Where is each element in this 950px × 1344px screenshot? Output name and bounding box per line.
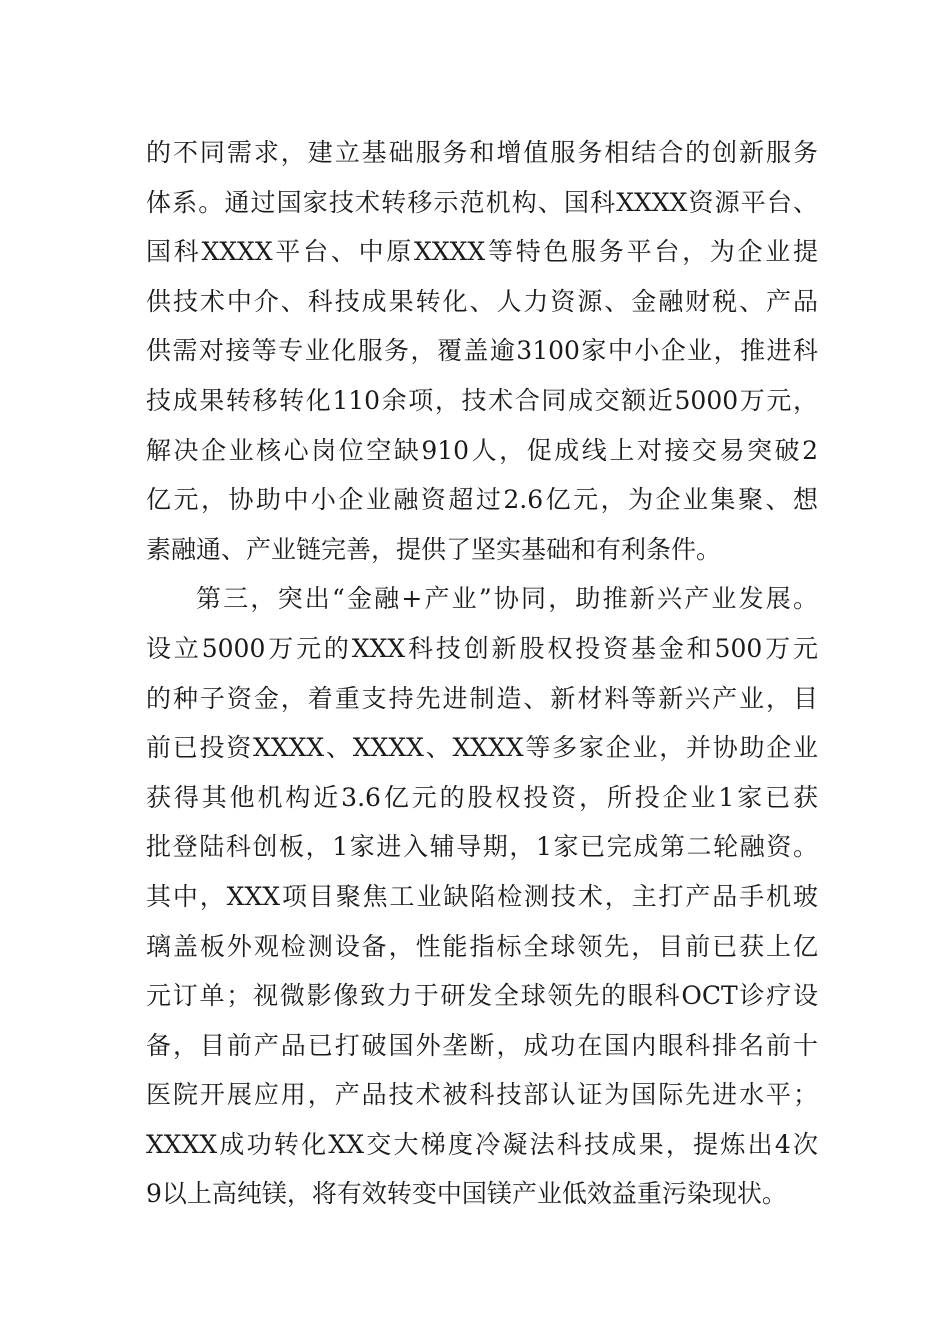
paragraph-line: 获得其他机构近3.6亿元的股权投资，所投企业1家已获: [146, 782, 818, 812]
paragraph-line: 技成果转移转化110余项，技术合同成交额近5000万元，: [146, 385, 818, 415]
paragraph-line: 璃盖板外观检测设备，性能指标全球领先，目前已获上亿: [146, 931, 818, 961]
paragraph-line: 备，目前产品已打破国外垄断，成功在国内眼科排名前十: [146, 1030, 818, 1060]
paragraph-line: 其中，XXX项目聚焦工业缺陷检测技术，主打产品手机玻: [146, 881, 818, 911]
paragraph-line: 素融通、产业链完善，提供了坚实基础和有利条件。: [146, 534, 722, 564]
paragraph-line: 解决企业核心岗位空缺910人，促成线上对接交易突破2: [146, 435, 818, 465]
paragraph-line: XXXX成功转化XX交大梯度冷凝法科技成果，提炼出4次: [146, 1129, 818, 1159]
paragraph-line: 的种子资金，着重支持先进制造、新材料等新兴产业，目: [146, 683, 818, 713]
paragraph-heading-line: 第三，突出“金融+产业”协同，助推新兴产业发展。: [196, 584, 818, 614]
paragraph-line: 国科XXXX平台、中原XXXX等特色服务平台，为企业提: [146, 237, 818, 267]
paragraph-line: 体系。通过国家技术转移示范机构、国科XXXX资源平台、: [146, 187, 818, 217]
paragraph-line: 的不同需求，建立基础服务和增值服务相结合的创新服务: [146, 138, 818, 167]
paragraph-line: 元订单；视微影像致力于研发全球领先的眼科OCT诊疗设: [146, 981, 818, 1011]
paragraph-line: 批登陆科创板，1家进入辅导期，1家已完成第二轮融资。: [146, 832, 818, 862]
paragraph-line: 供技术中介、科技成果转化、人力资源、金融财税、产品: [146, 286, 818, 316]
paragraph-line: 前已投资XXXX、XXXX、XXXX等多家企业，并协助企业: [146, 733, 818, 763]
paragraph-line: 9以上高纯镁，将有效转变中国镁产业低效益重污染现状。: [146, 1179, 787, 1209]
paragraph-line: 医院开展应用，产品技术被科技部认证为国际先进水平；: [146, 1080, 818, 1110]
paragraph-line: 设立5000万元的XXX科技创新股权投资基金和500万元: [146, 633, 818, 663]
document-body: [146, 128, 818, 1219]
paragraph-line: 供需对接等专业化服务，覆盖逾3100家中小企业，推进科: [146, 336, 818, 366]
paragraph-line: 亿元，协助中小企业融资超过2.6亿元，为企业集聚、想: [146, 485, 818, 515]
